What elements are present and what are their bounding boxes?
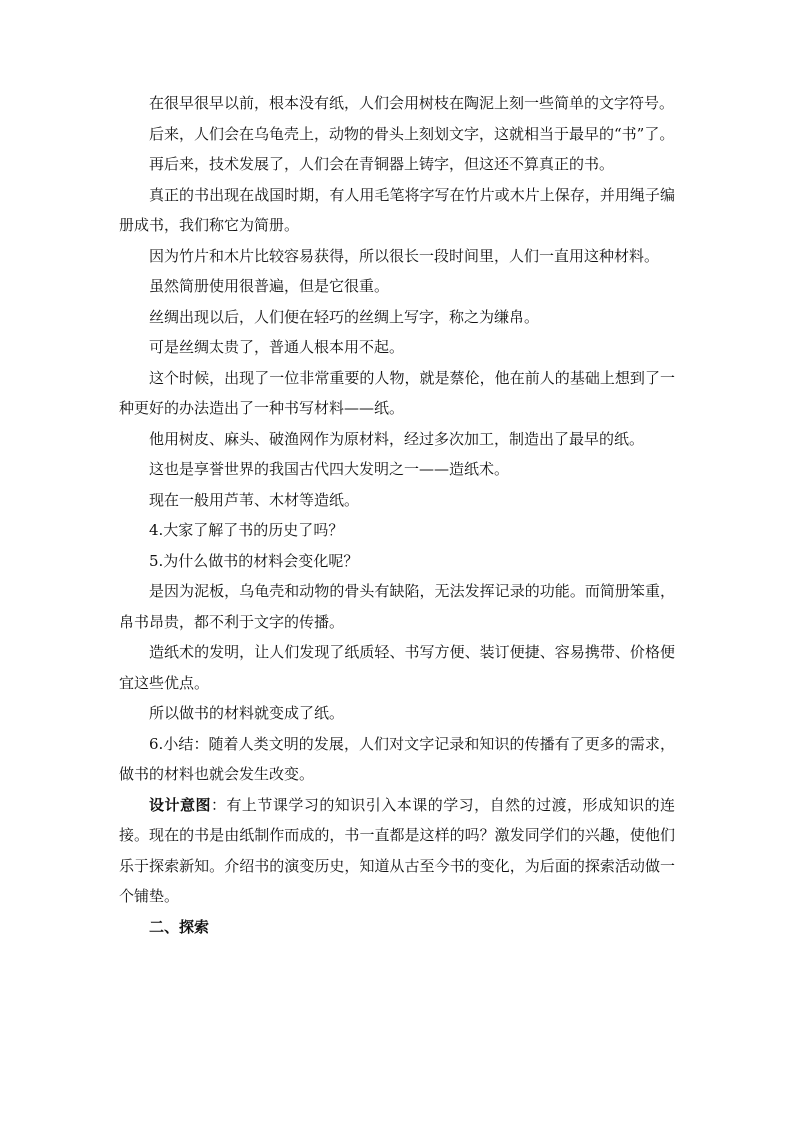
design-intent-label: 设计意图 (149, 795, 211, 814)
design-intent-text: 有上节课学习的知识引入本课的学习，自然的过渡，形成知识的连接。现在的书是由纸制作而成的，书一直都是这样的吗？激发同学们的兴趣，使他们乐于探索新知。介绍书的演变历史，知道从古至今书的变化，为后面的探索活动做一个铺垫。 (119, 795, 675, 905)
question-4: 4.大家了解了书的历史了吗？ (149, 521, 344, 539)
document-body (119, 88, 675, 942)
paragraph-3: 再后来，技术发展了，人们会在青铜器上铸字，但这还不算真正的书。 (149, 155, 615, 173)
paragraph-6: 虽然简册使用很普遍，但是它很重。 (149, 277, 390, 295)
paragraph-10: 他用树皮、麻头、破渔网作为原材料，经过多次加工，制造出了最早的纸。 (149, 429, 645, 448)
conclusion-paragraph: 所以做书的材料就变成了纸。 (149, 704, 345, 722)
paragraph-12: 现在一般用芦苇、木材等造纸。 (149, 490, 360, 509)
answer-paragraph: 是因为泥板，乌龟壳和动物的骨头有缺陷，无法发挥记录的功能。而简册笨重，帛书昂贵，都不利于文字的传播。 (119, 582, 675, 631)
section-heading: 二、探索 (149, 917, 210, 936)
paragraph-7: 丝绸出现以后，人们便在轻巧的丝绸上写字，称之为缣帛。 (149, 307, 540, 326)
paragraph-9: 这个时候，出现了一位非常重要的人物，就是蔡伦，他在前人的基础上想到了一种更好的办法造出了一种书写材料——纸。 (119, 368, 675, 417)
design-intent-paragraph: 设计意图：有上节课学习的知识引入本课的学习，自然的过渡，形成知识的连接。现在的书是由纸制作而成的，书一直都是这样的吗？激发同学们的兴趣，使他们乐于探索新知。介绍书的演变历史，知道从古至今书的变化，为后面的探索活动做一个铺垫。 (119, 795, 675, 905)
paragraph-1: 在很早很早以前，根本没有纸，人们会用树枝在陶泥上刻一些简单的文字符号。 (149, 94, 675, 112)
paper-advantages-paragraph: 造纸术的发明，让人们发现了纸质轻、书写方便、装订便捷、容易携带、价格便宜这些优点。 (119, 643, 675, 692)
paragraph-2: 后来，人们会在乌龟壳上，动物的骨头上刻划文字，这就相当于最早的“书”了。 (149, 124, 675, 143)
summary-paragraph: 6.小结：随着人类文明的发展，人们对文字记录和知识的传播有了更多的需求，做书的材料也就会发生改变。 (119, 734, 675, 783)
paragraph-11: 这也是享誉世界的我国古代四大发明之一——造纸术。 (149, 460, 510, 478)
paragraph-5: 因为竹片和木片比较容易获得，所以很长一段时间里，人们一直用这种材料。 (149, 246, 660, 265)
question-5: 5.为什么做书的材料会变化呢？ (149, 551, 359, 570)
paragraph-8: 可是丝绸太贵了，普通人根本用不起。 (149, 338, 405, 356)
paragraph-4: 真正的书出现在战国时期，有人用毛笔将字写在竹片或木片上保存，并用绳子编册成书，我们称它为简册。 (119, 185, 675, 234)
